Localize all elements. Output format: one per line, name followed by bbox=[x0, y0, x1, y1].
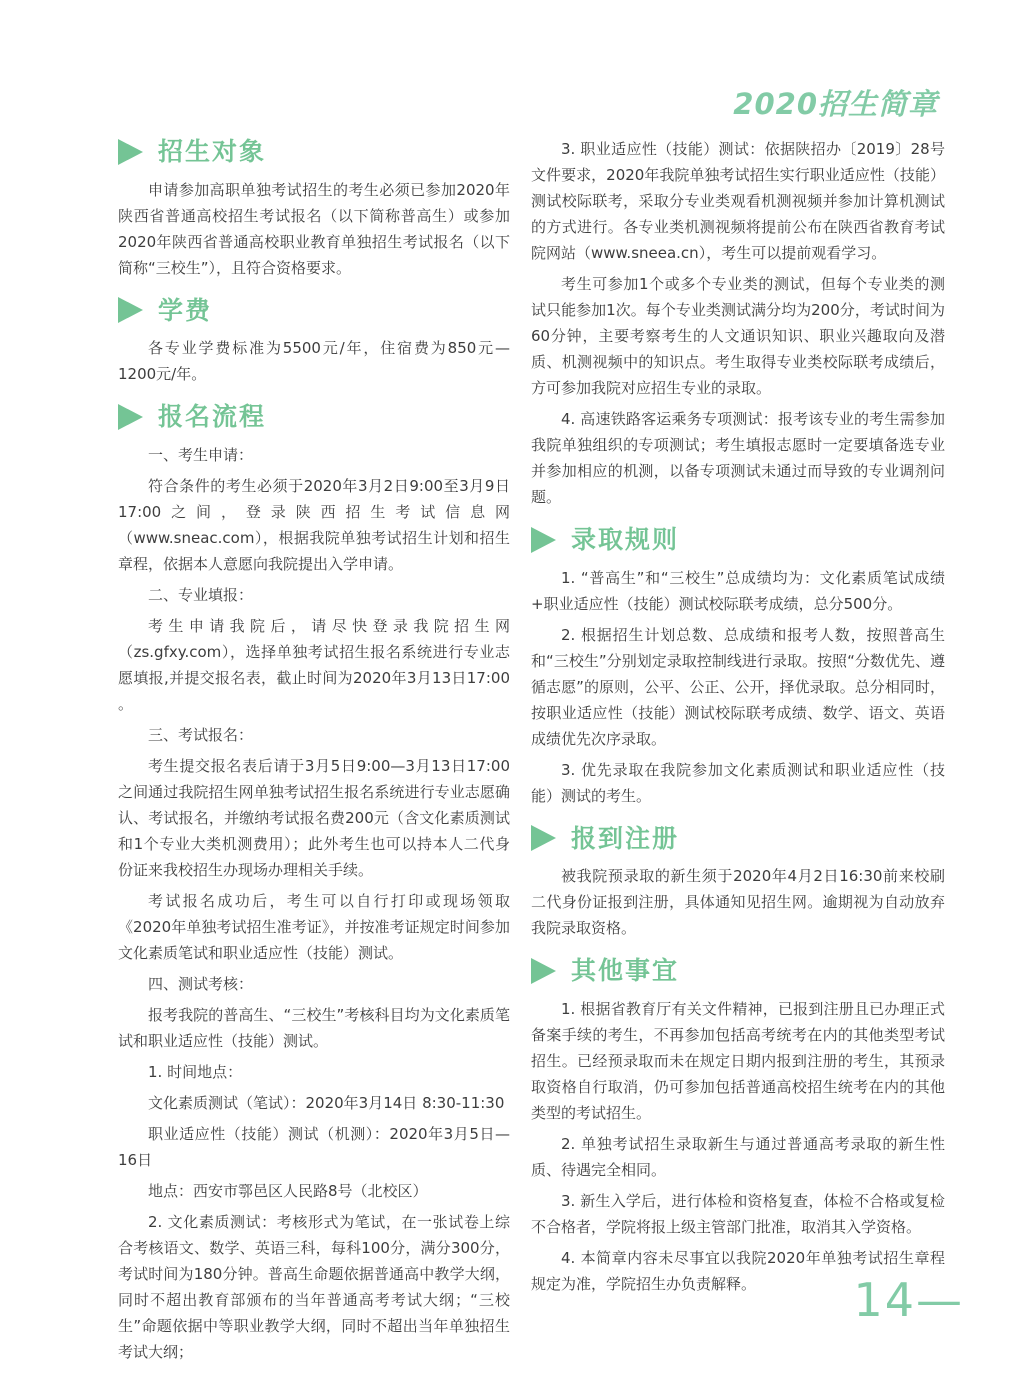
paragraph: 地点：西安市鄠邑区人民路8号（北校区） bbox=[148, 1181, 428, 1200]
paragraph: 3. 职业适应性（技能）测试：依据陕招办〔2019〕28号文件要求，2020年我院单独考试招生实行职业适应性（技能）测试校际联考，采取分专业类观看机测视频并参加计算机测试的方式进行。各专业类机测视频将提前公布在陕西省教育考试院网站（www.sneea.cn），考生可以提前观看学习。 bbox=[531, 140, 945, 262]
section-title: 其他事宜 bbox=[571, 956, 680, 985]
page-number: 14— bbox=[853, 1273, 964, 1327]
paragraph: 3. 新生入学后，进行体检和资格复查，体检不合格或复检不合格者，学院将报上级主管部门批准，取消其入学资格。 bbox=[531, 1191, 945, 1236]
section-title: 学费 bbox=[158, 295, 213, 325]
paragraph: 二、专业填报： bbox=[148, 585, 254, 604]
section-header-check-in bbox=[531, 825, 945, 853]
section-header-registration-process bbox=[118, 403, 510, 431]
triangle-icon bbox=[531, 958, 556, 984]
section-header-admission-target bbox=[118, 138, 510, 166]
section-title: 报到注册 bbox=[571, 823, 680, 853]
section-title: 招生对象 bbox=[158, 137, 267, 166]
section-title: 报名流程 bbox=[158, 402, 267, 431]
paragraph: 4. 高速铁路客运乘务专项测试：报考该专业的考生需参加我院单独组织的专项测试；考生填报志愿时一定要填备选专业并参加相应的机测，以备专项测试未通过而导致的专业调剂问题。 bbox=[531, 410, 945, 506]
triangle-icon bbox=[118, 297, 143, 323]
paragraph: 四、测试考核： bbox=[148, 974, 254, 993]
paragraph: 考生提交报名表后请于3月5日9:00—3月13日17:00之间通过我院招生网单独考试招生报名系统进行专业志愿确认、考试报名，并缴纳考试报名费200元（含文化素质测试和1个专业大类机测费用）；此外考生也可以持本人二代身份证来我校招生办现场办理相关手续。 bbox=[118, 756, 510, 879]
paragraph: 考试报名成功后，考生可以自行打印或现场领取《2020年单独考试招生准考证》，并按准考证规定时间参加文化素质笔试和职业适应性（技能）测试。 bbox=[118, 891, 510, 962]
brochure-logo: 2020招生简章 bbox=[733, 87, 938, 121]
paragraph: 2. 根据招生计划总数、总成绩和报考人数，按照普高生和“三校生”分别划定录取控制线进行录取。按照“分数优先、遵循志愿”的原则，公平、公正、公开，择优录取。总分相同时，按职业适应性（技能）测试校际联考成绩、数学、语文、英语成绩优先次序录取。 bbox=[531, 625, 945, 748]
paragraph: 一、考生申请： bbox=[148, 445, 254, 464]
paragraph: 申请参加高职单独考试招生的考生必须已参加2020年陕西省普通高校招生考试报名（以下简称普高生）或参加2020年陕西省普通高校职业教育单独招生考试报名（以下简称“三校生”），且符合资格要求。 bbox=[118, 180, 510, 277]
paragraph: 被我院预录取的新生须于2020年4月2日16:30前来校刷二代身份证报到注册，具体通知见招生网。逾期视为自动放弃我院录取资格。 bbox=[531, 867, 945, 937]
paragraph: 1. “普高生”和“三校生”总成绩均为：文化素质笔试成绩+职业适应性（技能）测试校际联考成绩，总分500分。 bbox=[531, 568, 945, 613]
section-header-tuition bbox=[118, 297, 510, 325]
paragraph: 考生申请我院后，请尽快登录我院招生网（zs.gfxy.com），选择单独考试招生报名系统进行专业志愿填报,并提交报名表，截止时间为2020年3月13日17:00 。 bbox=[118, 616, 510, 713]
paragraph: 3. 优先录取在我院参加文化素质测试和职业适应性（技能）测试的考生。 bbox=[531, 760, 945, 805]
paragraph: 符合条件的考生必须于2020年3月2日9:00至3月9日17:00之间，登录陕西招生考试信息网（www.sneac.com），根据我院单独考试招生计划和招生章程，依据本人意愿向我院提出入学申请。 bbox=[118, 476, 510, 573]
paragraph: 4. 本简章内容未尽事宜以我院2020年单独考试招生章程规定为准，学院招生办负责解释。 bbox=[531, 1248, 945, 1293]
paragraph: 2. 单独考试招生录取新生与通过普通高考录取的新生性质、待遇完全相同。 bbox=[531, 1134, 945, 1179]
paragraph: 1. 根据省教育厅有关文件精神，已报到注册且已办理正式备案手续的考生，不再参加包括高考统考在内的其他类型考试招生。已经预录取而未在规定日期内报到注册的考生，其预录取资格自行取消，仍可参加包括普通高校招生统考在内的其他类型的考试招生。 bbox=[531, 999, 945, 1122]
triangle-icon bbox=[118, 139, 143, 165]
paragraph: 文化素质测试（笔试）：2020年3月14日 8:30-11:30 bbox=[148, 1093, 505, 1112]
section-header-admission-rules bbox=[531, 526, 945, 554]
paragraph: 1. 时间地点： bbox=[148, 1062, 243, 1081]
triangle-icon bbox=[118, 404, 143, 430]
paragraph: 报考我院的普高生、“三校生”考核科目均为文化素质笔试和职业适应性（技能）测试。 bbox=[118, 1005, 510, 1050]
paragraph: 三、考试报名： bbox=[148, 725, 254, 744]
right-column bbox=[531, 136, 945, 1302]
triangle-icon bbox=[531, 825, 556, 851]
paragraph: 考生可参加1个或多个专业类的测试，但每个专业类的测试只能参加1次。每个专业类测试满分均为200分，考试时间为60分钟，主要考察考生的人文通识知识、职业兴趣取向及潜质、机测视频中的知识点。考生取得专业类校际联考成绩后，方可参加我院对应招生专业的录取。 bbox=[531, 275, 945, 397]
section-header-other-matters bbox=[531, 957, 945, 985]
paragraph: 各专业学费标准为5500元/年，住宿费为850元—1200元/年。 bbox=[118, 339, 510, 383]
paragraph: 2. 文化素质测试：考核形式为笔试，在一张试卷上综合考核语文、数学、英语三科，每科100分，满分300分，考试时间为180分钟。普高生命题依据普通高中教学大纲，同时不超出教育部颁布的当年普通高考考试大纲；“三校生”命题依据中等职业教学大纲，同时不超出当年单独招生考试大纲； bbox=[118, 1212, 510, 1361]
left-column bbox=[118, 136, 510, 1370]
paragraph: 职业适应性（技能）测试（机测）：2020年3月5日—16日 bbox=[118, 1124, 510, 1169]
triangle-icon bbox=[531, 527, 556, 553]
section-title: 录取规则 bbox=[571, 525, 680, 554]
